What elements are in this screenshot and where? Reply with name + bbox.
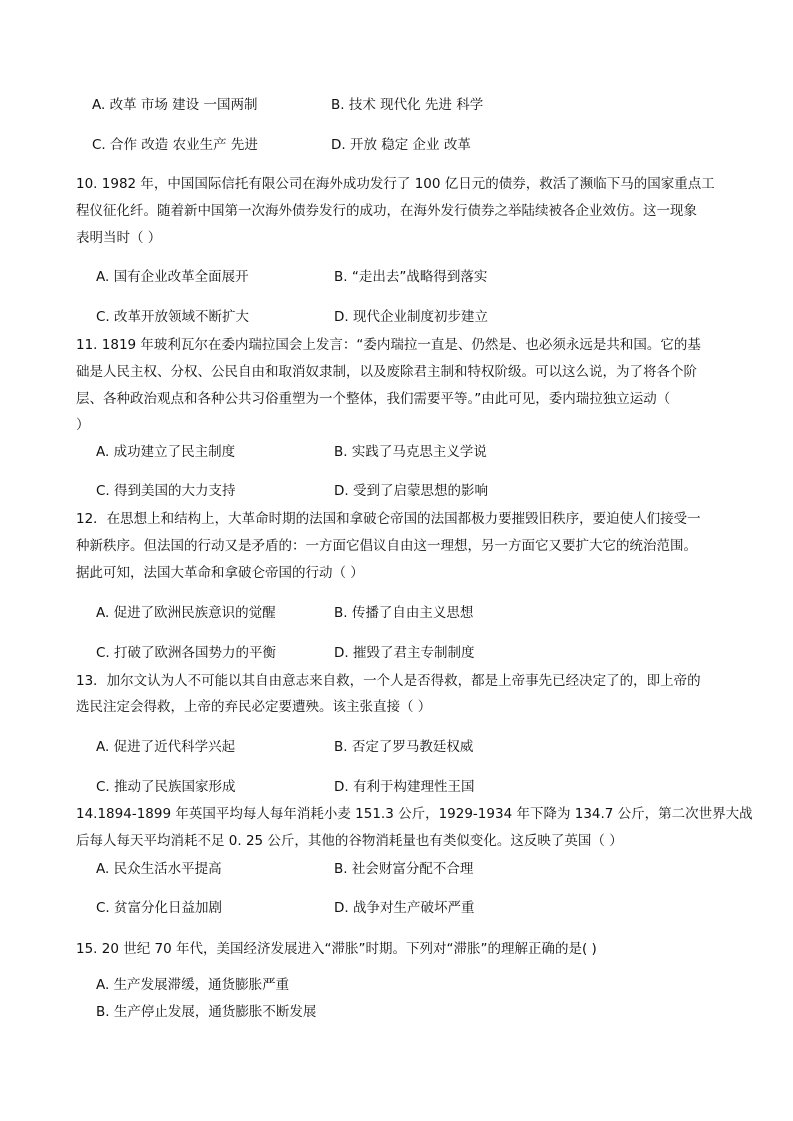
option-c: C. 推动了民族国家形成 [96, 779, 236, 795]
option-b: B. 传播了自由主义思想 [334, 605, 474, 621]
question-text-line: 表明当时（ ） [76, 230, 162, 246]
option-d: D. 开放 稳定 企业 改革 [331, 137, 471, 153]
option-b: B. “走出去”战略得到落实 [334, 269, 488, 285]
option-b: B. 实践了马克思主义学说 [334, 444, 487, 460]
question-text-line: 14.1894-1899 年英国平均每人每年消耗小麦 151.3 公斤，1929-1934 年下降为 134.7 公斤，第二次世界大战 [76, 806, 753, 822]
option-a: A. 生产发展滞缓，通货膨胀严重 [96, 977, 290, 993]
option-b: B. 否定了罗马教廷权威 [334, 739, 474, 755]
question-text-line: 10. 1982 年，中国国际信托有限公司在海外成功发行了 100 亿日元的债券，救活了濒临下马的国家重点工 [76, 176, 715, 192]
option-d: D. 摧毁了君主专制制度 [334, 645, 475, 661]
option-b: B. 技术 现代化 先进 科学 [331, 97, 484, 113]
question-text-line: 础是人民主权、分权、公民自由和取消奴隶制，以及废除君主制和特权阶级。可以这么说，为了将各个阶 [76, 364, 697, 380]
option-a: A. 促进了欧洲民族意识的觉醒 [96, 605, 276, 621]
question-text-line: 种新秩序。但法国的行动又是矛盾的：一方面它倡议自由这一理想，另一方面它又要扩大它的统治范围。 [76, 538, 697, 554]
option-d: D. 有利于构建理性王国 [334, 779, 475, 795]
option-a: A. 促进了近代科学兴起 [96, 739, 236, 755]
question-text-line: 据此可知，法国大革命和拿破仑帝国的行动（ ） [76, 565, 364, 581]
option-a: A. 国有企业改革全面展开 [96, 269, 249, 285]
option-d: D. 战争对生产破坏严重 [334, 900, 475, 916]
question-text-line: 11. 1819 年玻利瓦尔在委内瑞拉国会上发言：“委内瑞拉一直是、仍然是、也必须永远是共和国。它的基 [76, 337, 701, 353]
option-c: C. 改革开放领域不断扩大 [96, 309, 250, 325]
question-text-line: 15. 20 世纪 70 年代，美国经济发展进入“滞胀”时期。下列对“滞胀”的理解正确的是( ) [76, 941, 597, 957]
option-c: C. 得到美国的大力支持 [96, 483, 236, 499]
option-a: A. 民众生活水平提高 [96, 861, 222, 877]
question-text-line: ） [76, 417, 90, 433]
option-c: C. 打破了欧洲各国势力的平衡 [96, 645, 277, 661]
question-text-line: 12．在思想上和结构上，大革命时期的法国和拿破仑帝国的法国都极力要摧毁旧秩序，要迫使人们接受一 [76, 511, 701, 527]
option-d: D. 受到了启蒙思想的影响 [334, 483, 488, 499]
question-text-line: 13．加尔文认为人不可能以其自由意志来自救，一个人是否得救，都是上帝事先已经决定了的，即上帝的 [76, 673, 701, 689]
option-c: C. 贫富分化日益加剧 [96, 900, 223, 916]
option-b: B. 社会财富分配不合理 [334, 861, 474, 877]
option-c: C. 合作 改造 农业生产 先进 [92, 137, 258, 153]
question-text-line: 后每人每天平均消耗不足 0. 25 公斤，其他的谷物消耗量也有类似变化。这反映了英国（ ） [76, 833, 623, 849]
question-text-line: 层、各种政治观点和各种公共习俗重塑为一个整体，我们需要平等。”由此可见，委内瑞拉独立运动（ [76, 391, 671, 407]
question-text-line: 选民注定会得救，上帝的弃民必定要遭殃。该主张直接（ ） [76, 699, 432, 715]
option-a: A. 改革 市场 建设 一国两制 [92, 97, 258, 113]
option-a: A. 成功建立了民主制度 [96, 444, 236, 460]
question-text-line: 程仪征化纤。随着新中国第一次海外债券发行的成功，在海外发行债券之举陆续被各企业效仿。这一现象 [76, 203, 697, 219]
option-d: D. 现代企业制度初步建立 [334, 309, 488, 325]
option-b: B. 生产停止发展，通货膨胀不断发展 [96, 1004, 317, 1020]
